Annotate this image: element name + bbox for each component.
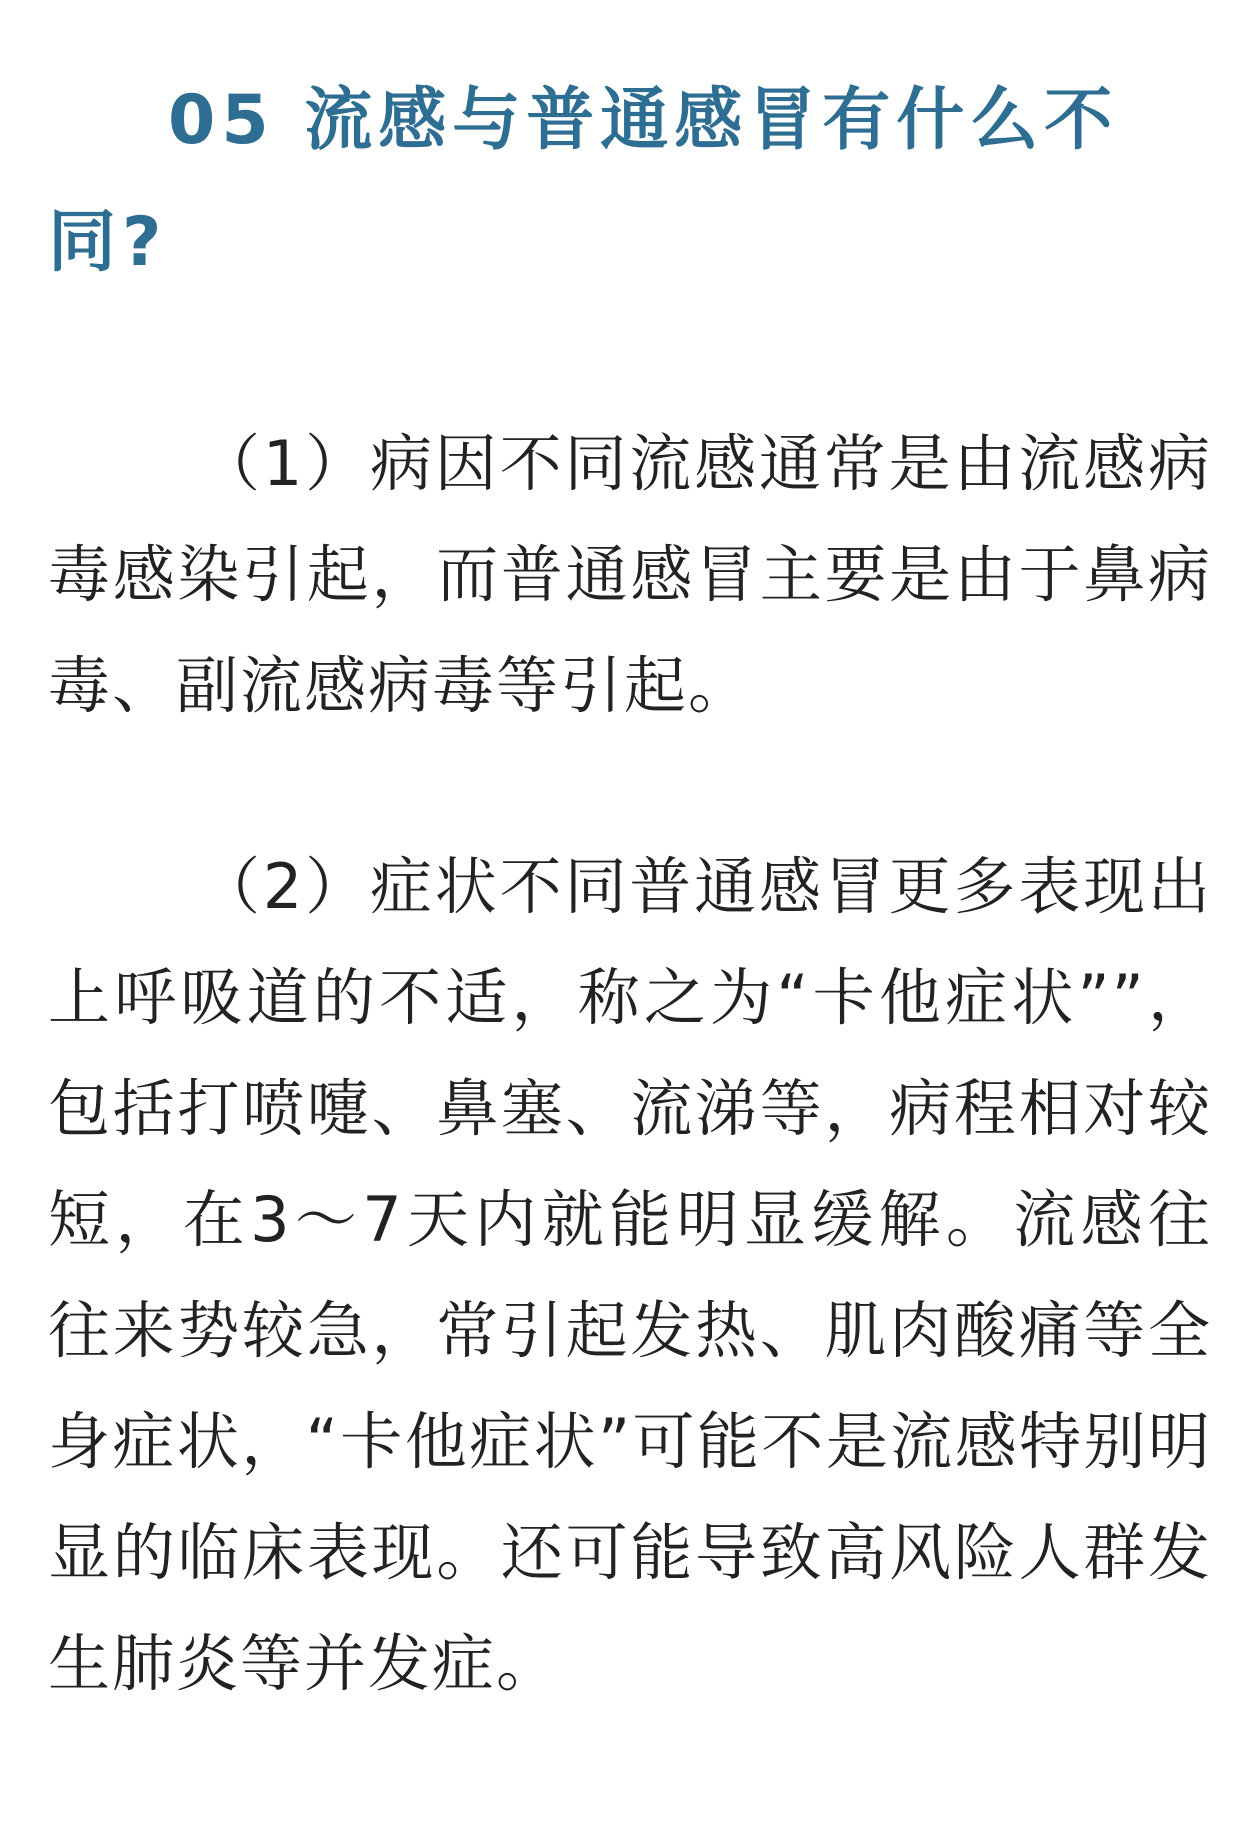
- paragraph-symptoms: （2）症状不同普通感冒更多表现出上呼吸道的不适，称之为“卡他症状””，包括打喷嚏、鼻塞、流涕等，病程相对较短，在3～7天内就能明显缓解。流感往往来势较急，常引起发热、肌肉酸痛等全身症状，“卡他症状”可能不是流感特别明显的临床表现。还可能导致高风险人群发生肺炎等并发症。: [48, 850, 1212, 1700]
- section-heading: 05 流感与普通感冒有什么不同?: [48, 81, 1119, 282]
- paragraph-cause: （1）病因不同流感通常是由流感病毒感染引起，而普通感冒主要是由于鼻病毒、副流感病毒等引起。: [48, 427, 1212, 722]
